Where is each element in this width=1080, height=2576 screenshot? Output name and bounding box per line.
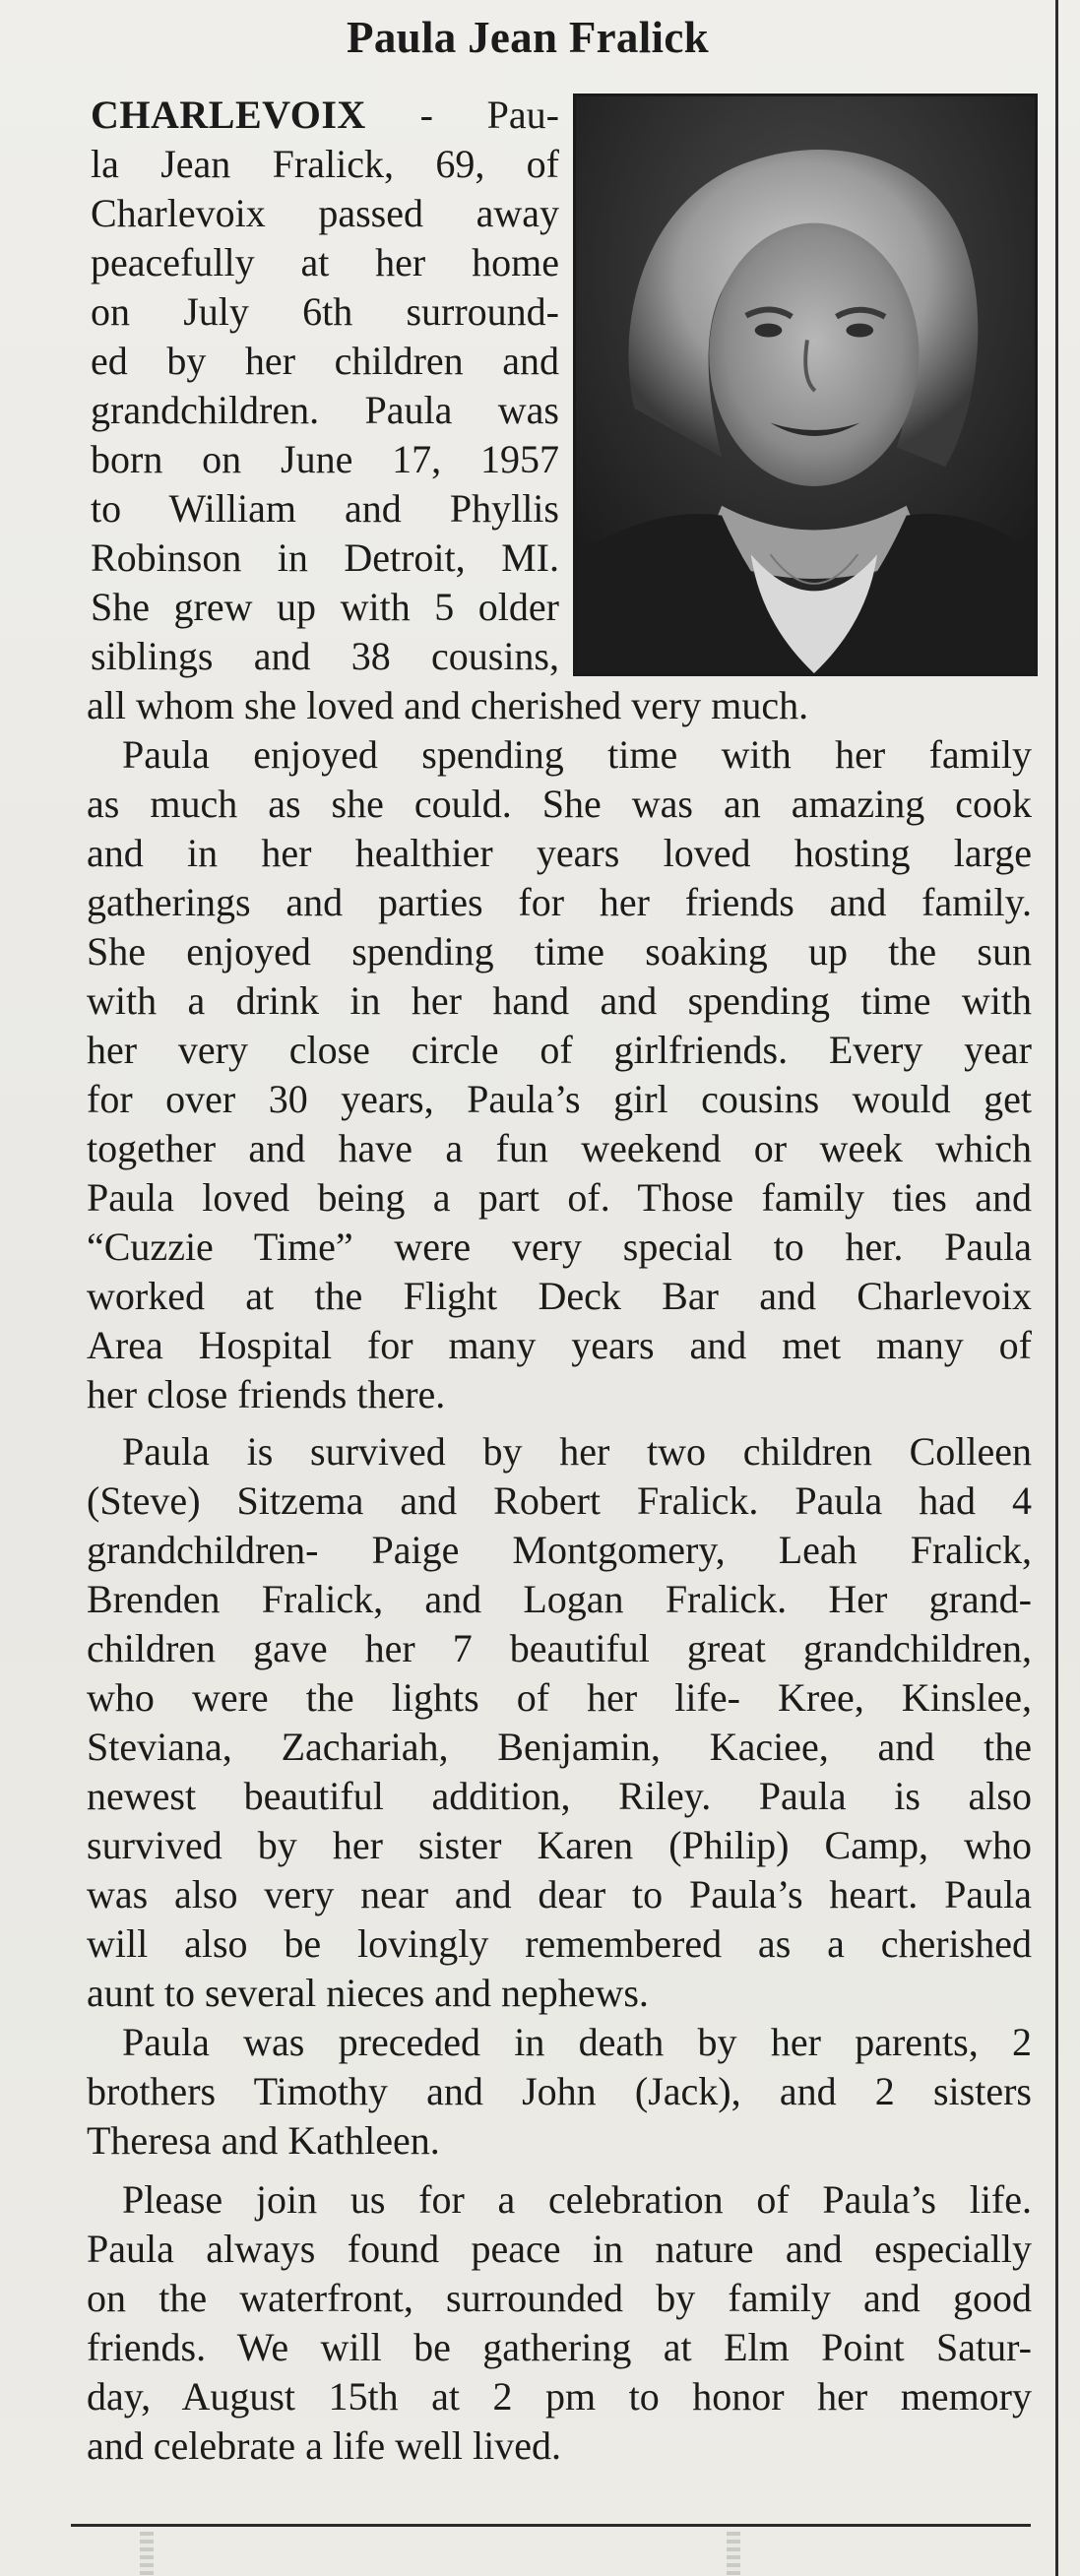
body-line: her close friends there. xyxy=(87,1372,446,1416)
dateline-rest: - Pau- xyxy=(365,93,559,137)
body-line: grandchildren- Paige Montgomery, Leah Fralick, xyxy=(87,1528,1032,1572)
body-line: with a drink in her hand and spending time with xyxy=(87,978,1032,1023)
body-line: Area Hospital for many years and met many of xyxy=(87,1323,1032,1367)
body-line: and celebrate a life well lived. xyxy=(87,2423,561,2468)
body-line: born on June 17, 1957 xyxy=(91,437,559,481)
body-line: la Jean Fralick, 69, of xyxy=(91,142,559,186)
body-line: who were the lights of her life- Kree, Kinslee, xyxy=(87,1675,1032,1720)
body-line: She grew up with 5 older xyxy=(91,585,559,629)
body-line: all whom she loved and cherished very much. xyxy=(87,683,809,727)
body-line: for over 30 years, Paula’s girl cousins would get xyxy=(87,1077,1032,1121)
body-line: Please join us for a celebration of Paula’s life. xyxy=(122,2177,1032,2222)
portrait-photo xyxy=(573,94,1038,676)
body-line: and in her healthier years loved hosting large xyxy=(87,831,1032,875)
bottom-rule xyxy=(71,2524,1031,2527)
body-line: grandchildren. Paula was xyxy=(91,388,559,432)
column-rule xyxy=(1055,0,1058,2576)
body-line: gatherings and parties for her friends and family. xyxy=(87,880,1032,924)
body-line: Brenden Fralick, and Logan Fralick. Her grand- xyxy=(87,1577,1032,1621)
body-line: day, August 15th at 2 pm to honor her memory xyxy=(87,2374,1032,2419)
body-line: Paula was preceded in death by her parents, 2 xyxy=(122,2020,1032,2064)
body-line: ed by her children and xyxy=(91,339,559,383)
body-line: siblings and 38 cousins, xyxy=(91,634,559,678)
body-line: peacefully at her home xyxy=(91,240,559,284)
body-line: her very close circle of girlfriends. Every year xyxy=(87,1028,1032,1072)
body-line: Charlevoix passed away xyxy=(91,191,559,235)
body-line: was also very near and dear to Paula’s heart. Paula xyxy=(87,1872,1032,1916)
body-line: newest beautiful addition, Riley. Paula is also xyxy=(87,1774,1032,1818)
body-line: Paula loved being a part of. Those family ties and xyxy=(87,1175,1032,1220)
staple-mark xyxy=(727,2532,740,2575)
body-line: (Steve) Sitzema and Robert Fralick. Paula had 4 xyxy=(87,1478,1032,1523)
body-line: will also be lovingly remembered as a cherished xyxy=(87,1921,1032,1966)
body-line: Theresa and Kathleen. xyxy=(87,2118,440,2163)
body-line: on the waterfront, surrounded by family and good xyxy=(87,2276,1032,2320)
staple-mark xyxy=(140,2532,154,2575)
portrait-image xyxy=(576,96,1035,673)
body-line: Steviana, Zachariah, Benjamin, Kaciee, and the xyxy=(87,1725,1032,1769)
body-line: Paula always found peace in nature and especially xyxy=(87,2227,1032,2271)
body-line: together and have a fun weekend or week which xyxy=(87,1126,1032,1170)
body-line: aunt to several nieces and nephews. xyxy=(87,1971,649,2015)
body-line: on July 6th surround- xyxy=(91,289,559,334)
body-line: friends. We will be gathering at Elm Point Satur- xyxy=(87,2325,1032,2369)
dateline: CHARLEVOIX xyxy=(91,93,366,137)
body-line: Robinson in Detroit, MI. xyxy=(91,535,559,580)
body-line: survived by her sister Karen (Philip) Camp, who xyxy=(87,1823,1032,1867)
body-line: brothers Timothy and John (Jack), and 2 sisters xyxy=(87,2069,1032,2113)
body-line: children gave her 7 beautiful great grandchildren, xyxy=(87,1626,1032,1670)
obituary-headline: Paula Jean Fralick xyxy=(347,13,709,62)
body-line: as much as she could. She was an amazing cook xyxy=(87,782,1032,826)
body-line: to William and Phyllis xyxy=(91,486,559,531)
body-line xyxy=(91,91,559,140)
body-line: Paula is survived by her two children Colleen xyxy=(122,1429,1032,1474)
body-line: Paula enjoyed spending time with her family xyxy=(122,732,1032,777)
body-line: She enjoyed spending time soaking up the sun xyxy=(87,929,1032,974)
body-line: worked at the Flight Deck Bar and Charlevoix xyxy=(87,1274,1032,1318)
body-line: “Cuzzie Time” were very special to her. Paula xyxy=(87,1225,1032,1269)
